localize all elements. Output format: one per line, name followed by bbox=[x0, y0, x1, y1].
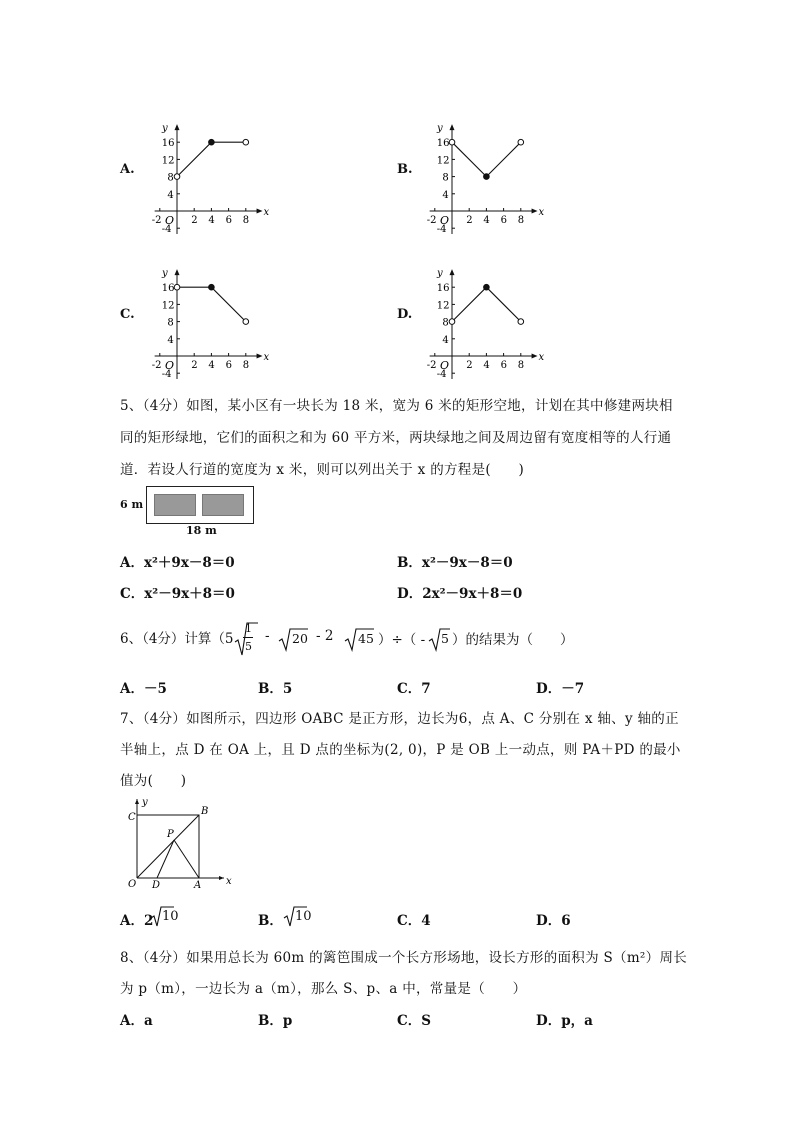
x-tick-label: -2 bbox=[426, 215, 437, 226]
q5-text-line-3: 道．若设人行道的宽度为 x 米，则可以列出关于 x 的方程是( ) bbox=[120, 462, 525, 478]
x-tick-label: 2 bbox=[466, 215, 473, 226]
y-axis-label: y bbox=[437, 123, 443, 135]
open-point bbox=[449, 319, 455, 325]
solid-point bbox=[484, 284, 490, 290]
y-axis-arrow bbox=[175, 124, 180, 130]
x-tick-label: 4 bbox=[208, 215, 215, 226]
y-axis-label: y bbox=[162, 268, 168, 280]
open-point bbox=[518, 139, 524, 145]
q7-text-line-3: 值为( ) bbox=[120, 773, 187, 789]
x-axis-label: x bbox=[263, 352, 270, 363]
q5-option-a[interactable]: A．x²＋9x－8＝0 bbox=[120, 555, 235, 571]
label-d: D bbox=[152, 880, 161, 891]
origin-label: O bbox=[440, 359, 450, 372]
y-axis-arrow bbox=[135, 799, 139, 804]
x-tick-label: 2 bbox=[466, 360, 473, 371]
q7-option-b-prefix: B． bbox=[258, 913, 283, 929]
q5-figure bbox=[120, 486, 260, 538]
x-tick-label: 6 bbox=[500, 215, 507, 226]
fraction-numerator: 1 bbox=[245, 622, 252, 635]
open-point bbox=[174, 174, 180, 180]
label-o: O bbox=[128, 879, 137, 890]
label-a: A bbox=[194, 880, 202, 891]
x-tick-label: 6 bbox=[500, 360, 507, 371]
label-y: y bbox=[142, 797, 148, 808]
division-part: ）÷（ - bbox=[378, 632, 426, 648]
q5-text-line-1: 5、（4分）如图，某小区有一块长为 18 米，宽为 6 米的矩形空地，计划在其中修建两块相 bbox=[120, 398, 673, 414]
open-point bbox=[518, 319, 524, 325]
q6-prefix: 6、（4分）计算（5 bbox=[120, 631, 234, 647]
q8-text-line-1: 8、（4分）如果用总长为 60m 的篱笆围成一个长方形场地，设长方形的面积为 S（m²）周长 bbox=[120, 950, 688, 966]
y-tick-label: -4 bbox=[161, 224, 172, 234]
open-point bbox=[174, 284, 180, 290]
solid-point bbox=[484, 174, 490, 180]
x-tick-label: 4 bbox=[483, 215, 490, 226]
x-axis-label: x bbox=[538, 352, 545, 363]
option-d-label: D. bbox=[397, 307, 413, 322]
x-tick-label: -2 bbox=[426, 360, 437, 371]
q7-text-line-1: 7、（4分）如图所示，四边形 OABC 是正方形，边长为6，点 A、C 分别在 x 轴、y 轴的正 bbox=[120, 711, 679, 727]
y-tick-label: 4 bbox=[442, 189, 449, 201]
x-tick-label: -2 bbox=[151, 360, 162, 371]
q7-option-a-radicand: 10 bbox=[162, 909, 179, 924]
q7-option-d[interactable]: D．6 bbox=[536, 913, 571, 929]
graph-d bbox=[415, 241, 555, 379]
radicand-45: 45 bbox=[358, 631, 374, 646]
label-c: C bbox=[128, 812, 136, 823]
solid-point bbox=[209, 284, 215, 290]
q8-option-b[interactable]: B．p bbox=[258, 1013, 293, 1029]
x-axis-label: x bbox=[538, 207, 545, 218]
q5-option-c[interactable]: C．x²－9x＋8＝0 bbox=[120, 586, 235, 602]
x-tick-label: 8 bbox=[242, 215, 250, 226]
x-tick-label: 8 bbox=[517, 360, 525, 371]
x-axis-arrow bbox=[257, 354, 263, 359]
q7-figure bbox=[120, 794, 240, 894]
q6-option-c[interactable]: C．7 bbox=[397, 681, 431, 697]
y-tick-label: 12 bbox=[436, 155, 450, 167]
y-tick-label: 8 bbox=[167, 172, 174, 184]
q8-text-line-2: 为 p（m），一边长为 a（m），那么 S、p、a 中，常量是（ ） bbox=[120, 981, 527, 997]
x-axis-arrow bbox=[257, 209, 263, 214]
length-label: 18 m bbox=[186, 524, 217, 537]
width-label: 6 m bbox=[120, 498, 144, 511]
y-tick-label: 8 bbox=[167, 317, 174, 329]
origin-label: O bbox=[165, 359, 175, 372]
x-tick-label: 6 bbox=[225, 215, 232, 226]
y-tick-label: 12 bbox=[436, 300, 450, 312]
label-p: P bbox=[167, 829, 174, 840]
y-axis-label: y bbox=[162, 123, 168, 135]
q6-option-d[interactable]: D．－7 bbox=[536, 681, 585, 697]
q8-option-d[interactable]: D．p，a bbox=[536, 1013, 593, 1029]
y-tick-label: -4 bbox=[436, 224, 447, 234]
q7-option-b-radicand: 10 bbox=[295, 909, 312, 924]
fraction-bar bbox=[243, 637, 253, 638]
y-tick-label: 4 bbox=[167, 189, 174, 201]
minus-two: - 2 bbox=[316, 628, 334, 644]
x-tick-label: 6 bbox=[225, 360, 232, 371]
x-tick-label: 8 bbox=[517, 215, 525, 226]
y-tick-label: 4 bbox=[167, 334, 174, 346]
radicand-5: 5 bbox=[441, 631, 449, 646]
graph-a bbox=[140, 96, 280, 234]
q5-option-d[interactable]: D．2x²－9x＋8＝0 bbox=[397, 586, 523, 602]
option-a-label: A. bbox=[120, 162, 135, 177]
diagonal-ob bbox=[137, 815, 199, 878]
y-tick-label: 4 bbox=[442, 334, 449, 346]
graph-c bbox=[140, 241, 280, 379]
x-axis-arrow bbox=[532, 209, 538, 214]
y-tick-label: 12 bbox=[161, 155, 175, 167]
segment-pa bbox=[174, 840, 199, 878]
y-tick-label: -4 bbox=[436, 369, 447, 379]
q7-text-line-2: 半轴上，点 D 在 OA 上，且 D 点的坐标为(2, 0)，P 是 OB 上一动点，则 PA＋PD 的最小 bbox=[120, 742, 681, 758]
y-axis-arrow bbox=[175, 269, 180, 275]
q6-option-b[interactable]: B．5 bbox=[258, 681, 293, 697]
option-b-label: B. bbox=[397, 162, 413, 177]
x-tick-label: 2 bbox=[191, 215, 198, 226]
graph-line bbox=[452, 142, 521, 176]
green-plot-1 bbox=[154, 494, 196, 516]
graph-line bbox=[177, 142, 246, 176]
x-axis-arrow bbox=[219, 876, 224, 880]
q7-option-c[interactable]: C．4 bbox=[397, 913, 431, 929]
y-tick-label: 16 bbox=[436, 283, 450, 295]
y-axis-label: y bbox=[437, 268, 443, 280]
y-tick-label: 16 bbox=[161, 138, 175, 150]
graph-b bbox=[415, 96, 555, 234]
x-axis-label: x bbox=[263, 207, 270, 218]
fraction-denominator: 5 bbox=[245, 640, 252, 653]
q6-option-a[interactable]: A．－5 bbox=[120, 681, 167, 697]
segment-pd bbox=[157, 840, 174, 878]
y-tick-label: 12 bbox=[161, 300, 175, 312]
origin-label: O bbox=[165, 214, 175, 227]
x-tick-label: 8 bbox=[242, 360, 250, 371]
y-tick-label: -4 bbox=[161, 369, 172, 379]
q5-option-b[interactable]: B．x²－9x－8＝0 bbox=[397, 555, 513, 571]
q7-option-a-coef: A．2 bbox=[120, 913, 154, 929]
open-point bbox=[243, 319, 249, 325]
graph-line bbox=[177, 287, 246, 321]
x-tick-label: 4 bbox=[483, 360, 490, 371]
radicand-20: 20 bbox=[292, 631, 308, 646]
y-tick-label: 8 bbox=[442, 317, 449, 329]
y-tick-label: 8 bbox=[442, 172, 449, 184]
minus-sign: - bbox=[265, 628, 270, 644]
open-point bbox=[449, 139, 455, 145]
y-tick-label: 16 bbox=[436, 138, 450, 150]
q8-option-c[interactable]: C．S bbox=[397, 1013, 431, 1029]
q8-option-a[interactable]: A．a bbox=[120, 1013, 153, 1029]
x-axis-arrow bbox=[532, 354, 538, 359]
x-tick-label: 2 bbox=[191, 360, 198, 371]
y-axis-arrow bbox=[450, 124, 455, 130]
green-plot-2 bbox=[202, 494, 244, 516]
origin-label: O bbox=[440, 214, 450, 227]
graph-line bbox=[452, 287, 521, 321]
solid-point bbox=[209, 139, 215, 145]
x-tick-label: 4 bbox=[208, 360, 215, 371]
label-b: B bbox=[201, 806, 209, 817]
y-axis-arrow bbox=[450, 269, 455, 275]
option-c-label: C. bbox=[120, 307, 135, 322]
y-tick-label: 16 bbox=[161, 283, 175, 295]
label-x: x bbox=[226, 876, 232, 887]
q5-text-line-2: 同的矩形绿地，它们的面积之和为 60 平方米，两块绿地之间及周边留有宽度相等的人行通 bbox=[120, 430, 672, 446]
x-tick-label: -2 bbox=[151, 215, 162, 226]
q6-suffix: ）的结果为（ ） bbox=[452, 632, 574, 648]
open-point bbox=[243, 139, 249, 145]
